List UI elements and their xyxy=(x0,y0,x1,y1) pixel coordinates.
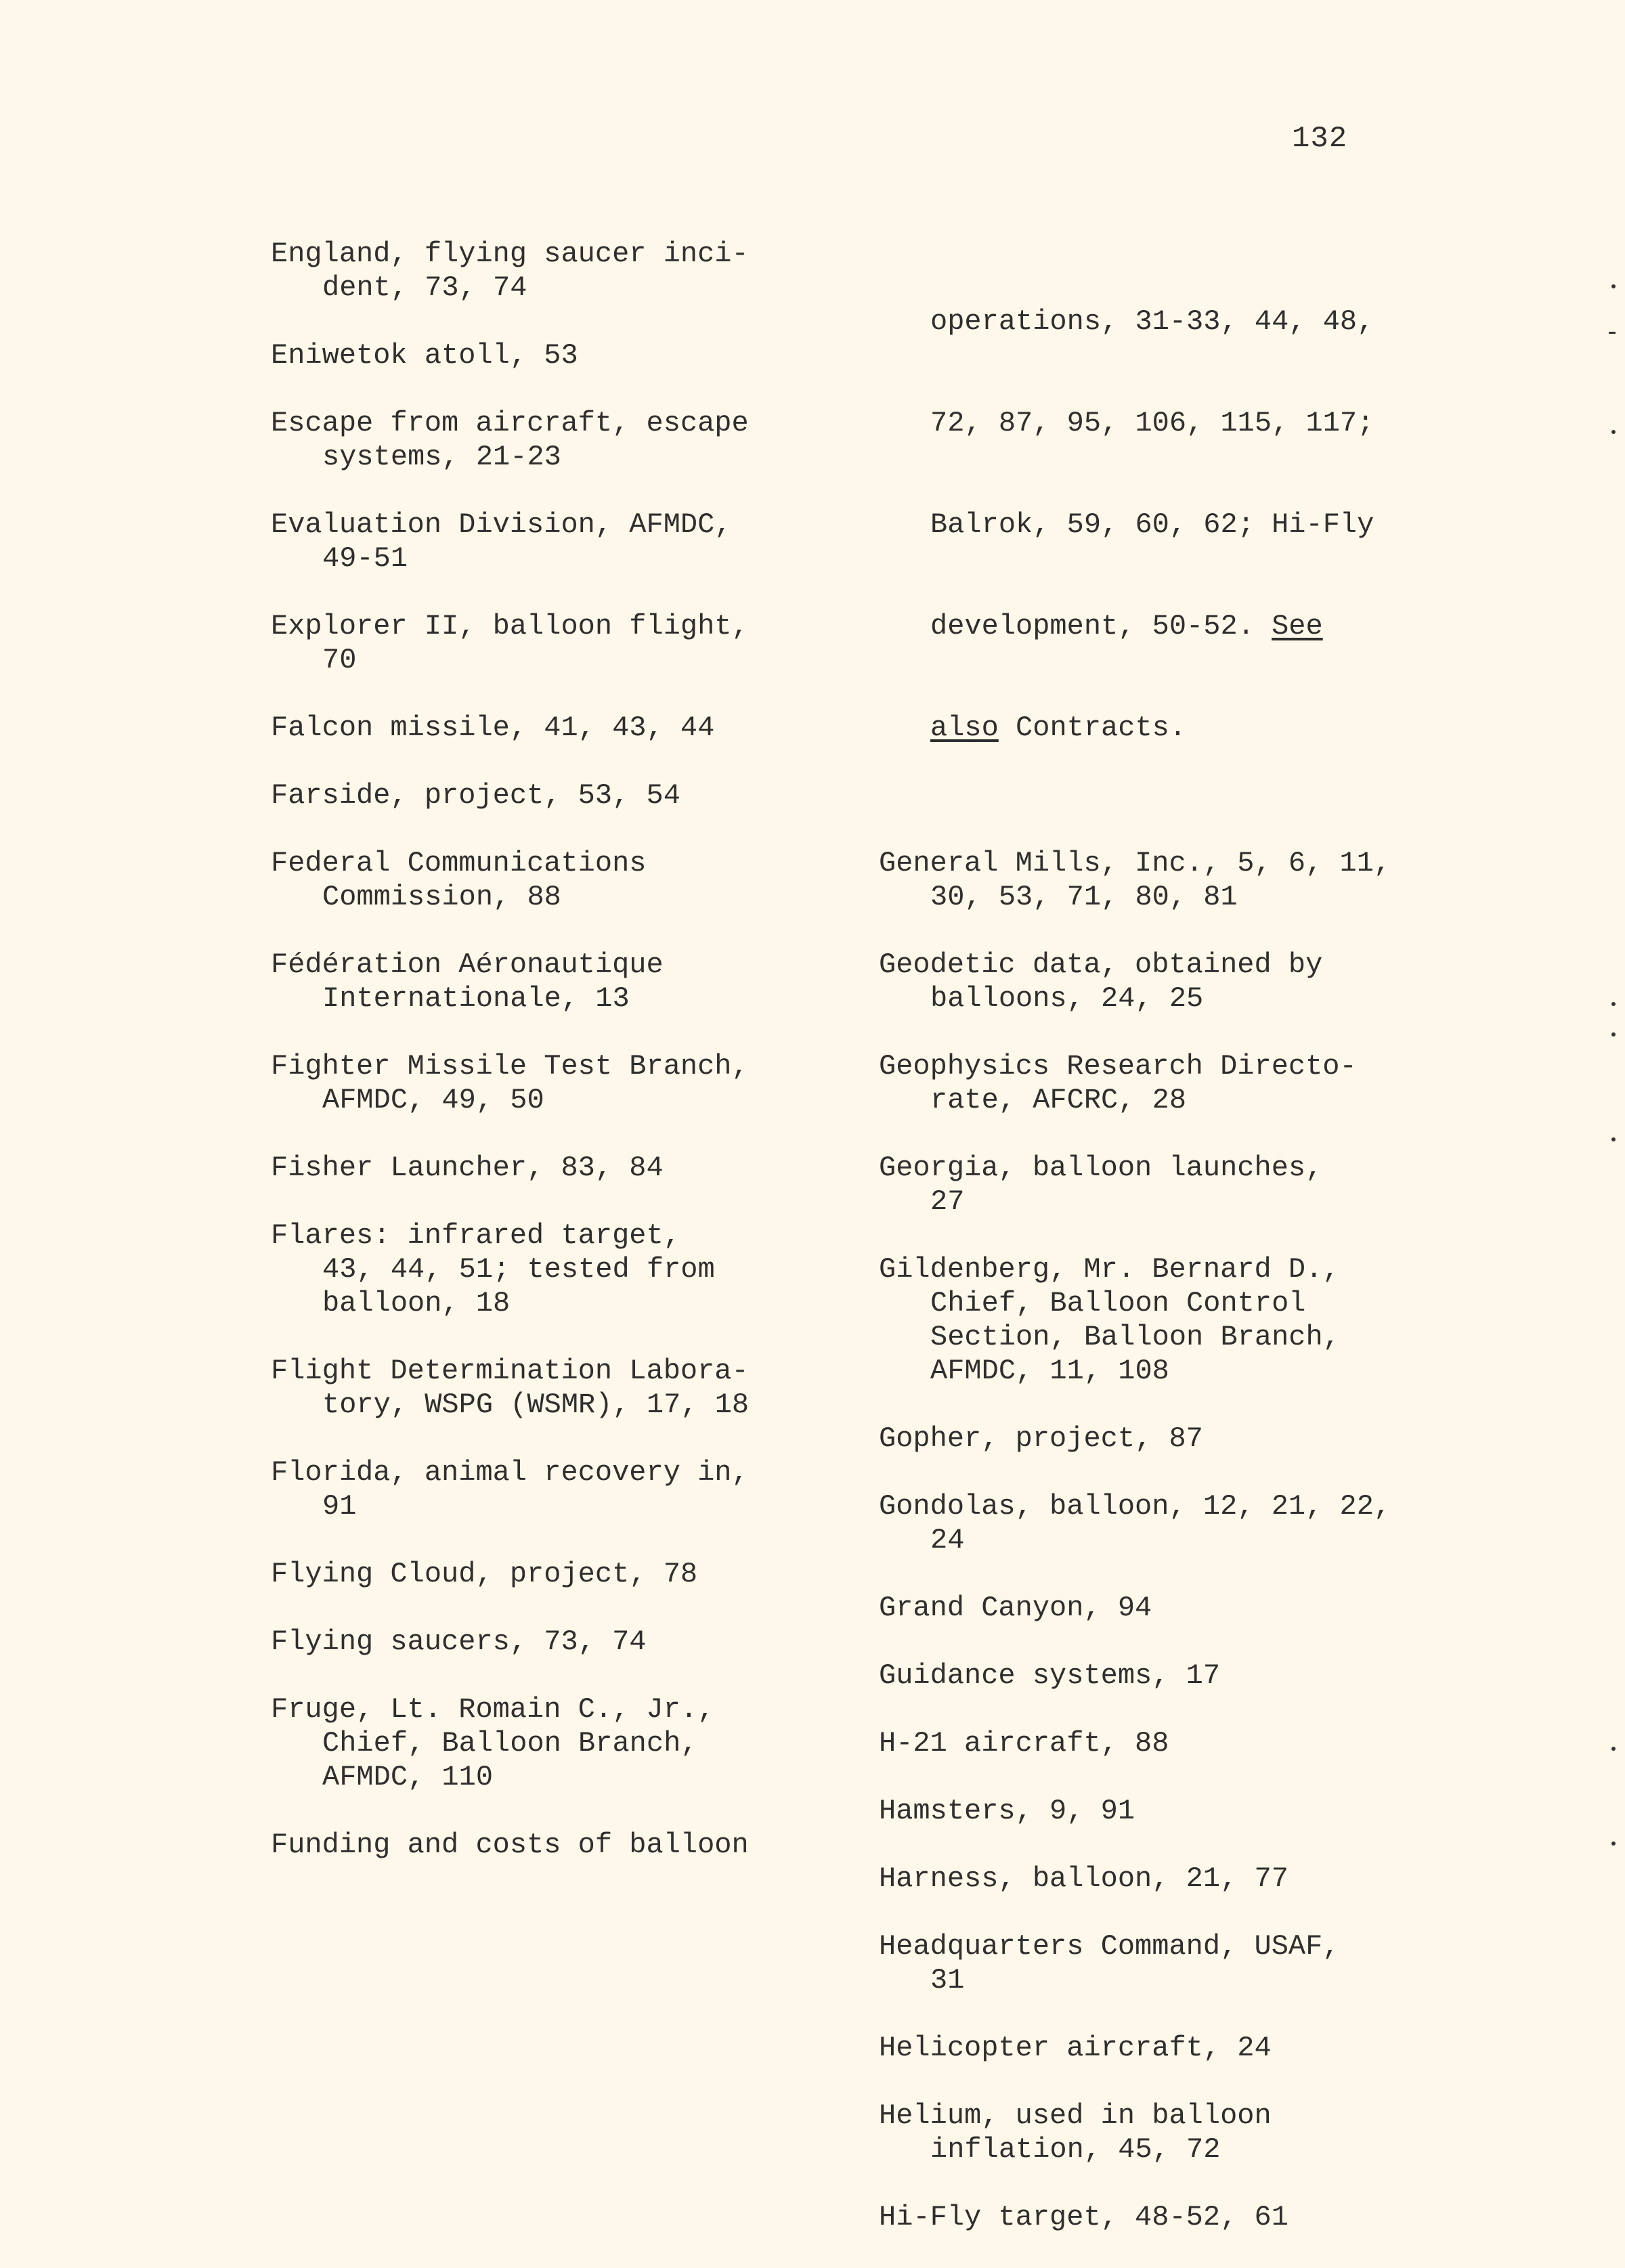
index-entry-line: 72, 87, 95, 106, 115, 117; xyxy=(930,407,1374,439)
index-entry-line: 91 xyxy=(322,1490,357,1523)
index-entry-line xyxy=(879,711,1434,745)
index-entry xyxy=(879,1726,1434,1760)
edge-mark xyxy=(1611,1747,1616,1751)
index-entry-line: Commission, 88 xyxy=(322,881,561,913)
index-entry-line xyxy=(879,609,1434,643)
index-entry-line: Fighter Missile Test Branch, xyxy=(271,1050,749,1083)
index-entry-line: Fédération Aéronautique xyxy=(271,948,664,981)
index-entry xyxy=(271,1557,826,1591)
edge-mark xyxy=(1611,1841,1616,1846)
index-entry-line: Flying Cloud, project, 78 xyxy=(271,1558,698,1590)
index-entry xyxy=(271,1219,826,1320)
see-reference: See xyxy=(1272,610,1323,642)
index-entry-line: General Mills, Inc., 5, 6, 11, xyxy=(879,847,1391,879)
index-entry-line: AFMDC, 49, 50 xyxy=(322,1084,544,1116)
index-entry-line: balloon, 18 xyxy=(322,1287,511,1320)
index-entry-line: Helium, used in balloon xyxy=(879,2099,1272,2132)
index-entry-line: Harness, balloon, 21, 77 xyxy=(879,1862,1288,1895)
edge-mark xyxy=(1611,1002,1616,1006)
index-entry xyxy=(879,2099,1434,2166)
index-entry xyxy=(271,237,826,305)
edge-mark xyxy=(1609,332,1616,334)
index-entry-line: AFMDC, 11, 108 xyxy=(930,1355,1169,1387)
index-entry xyxy=(271,948,826,1016)
index-entry-line: Evaluation Division, AFMDC, xyxy=(271,508,732,541)
index-entry-line: 30, 53, 71, 80, 81 xyxy=(930,881,1238,913)
index-entry xyxy=(271,846,826,914)
index-entry xyxy=(271,609,826,677)
index-entry xyxy=(879,1489,1434,1557)
index-entry-line: 27 xyxy=(930,1185,965,1218)
edge-mark xyxy=(1611,284,1616,288)
see-also-reference: also xyxy=(930,712,999,744)
index-entry-line: 24 xyxy=(930,1524,965,1556)
index-entry-line: Fruge, Lt. Romain C., Jr., xyxy=(271,1693,715,1726)
index-entry xyxy=(271,339,826,372)
index-entry-line: Escape from aircraft, escape xyxy=(271,407,749,439)
index-entry-line: systems, 21-23 xyxy=(322,441,561,473)
index-column-left xyxy=(271,237,826,1896)
index-entry-line: Section, Balloon Branch, xyxy=(930,1321,1340,1353)
index-entry xyxy=(879,1862,1434,1896)
index-entry-line: Flying saucers, 73, 74 xyxy=(271,1626,647,1658)
index-column-right xyxy=(879,237,1434,2268)
index-entry-line: Gopher, project, 87 xyxy=(879,1422,1203,1455)
index-entry-line: England, flying saucer inci- xyxy=(271,238,749,270)
index-entry xyxy=(879,1659,1434,1693)
index-entry xyxy=(271,1151,826,1185)
index-entry xyxy=(879,846,1434,914)
index-entry-line: balloons, 24, 25 xyxy=(930,982,1204,1015)
index-entry xyxy=(271,1693,826,1794)
index-entry-line: Falcon missile, 41, 43, 44 xyxy=(271,712,715,744)
index-entry xyxy=(879,1151,1434,1219)
index-entry-line: Explorer II, balloon flight, xyxy=(271,610,749,642)
index-entry xyxy=(879,1252,1434,1388)
index-entry-line: Helicopter aircraft, 24 xyxy=(879,2032,1272,2064)
index-entry xyxy=(879,1049,1434,1117)
index-entry-line: AFMDC, 110 xyxy=(322,1761,494,1793)
index-entry-line: Georgia, balloon launches, xyxy=(879,1152,1323,1184)
index-entry-line: Eniwetok atoll, 53 xyxy=(271,339,578,372)
index-entry-line: H-21 aircraft, 88 xyxy=(879,1727,1169,1760)
index-entry-line: Chief, Balloon Control xyxy=(930,1287,1306,1320)
index-entry xyxy=(879,948,1434,1016)
index-entry-line: Chief, Balloon Branch, xyxy=(322,1727,698,1760)
index-entry-line: Gildenberg, Mr. Bernard D., xyxy=(879,1253,1340,1286)
index-entry xyxy=(879,1929,1434,1997)
index-entry-line: Hi-Fly target, 48-52, 61 xyxy=(879,2201,1288,2233)
index-entry-line: Headquarters Command, USAF, xyxy=(879,1930,1340,1963)
index-entry xyxy=(879,1591,1434,1625)
index-entry-line: Federal Communications xyxy=(271,847,647,879)
index-entry-line: Farside, project, 53, 54 xyxy=(271,779,680,812)
index-entry-line: inflation, 45, 72 xyxy=(930,2133,1221,2166)
index-entry-line-text: Contracts. xyxy=(998,712,1187,744)
index-entry-continuation xyxy=(879,237,1434,812)
index-entry-line: Gondolas, balloon, 12, 21, 22, xyxy=(879,1490,1391,1523)
index-entry xyxy=(271,1625,826,1659)
index-entry xyxy=(879,1794,1434,1828)
index-entry xyxy=(271,406,826,474)
index-entry-line: Fisher Launcher, 83, 84 xyxy=(271,1152,664,1184)
index-entry-line: rate, AFCRC, 28 xyxy=(930,1084,1187,1116)
index-entry xyxy=(879,2200,1434,2234)
index-entry xyxy=(271,508,826,575)
index-entry-line: 31 xyxy=(930,1964,965,1997)
index-entry-line: Flight Determination Labora- xyxy=(271,1355,749,1387)
index-entry-line: Geophysics Research Directo- xyxy=(879,1050,1357,1083)
index-entry-line: Balrok, 59, 60, 62; Hi-Fly xyxy=(930,508,1374,541)
index-entry xyxy=(271,779,826,812)
index-entry xyxy=(879,1422,1434,1456)
index-entry xyxy=(271,711,826,745)
index-entry-line: 49-51 xyxy=(322,542,408,575)
index-entry-line: dent, 73, 74 xyxy=(322,271,527,304)
edge-mark xyxy=(1611,1137,1616,1141)
index-entry-line: Grand Canyon, 94 xyxy=(879,1592,1152,1624)
index-entry-line: Hamsters, 9, 91 xyxy=(879,1795,1135,1827)
index-entry xyxy=(271,1828,826,1862)
index-entry-line: Geodetic data, obtained by xyxy=(879,948,1323,981)
index-entry-line: operations, 31-33, 44, 48, xyxy=(930,305,1374,338)
index-entry-line: Funding and costs of balloon xyxy=(271,1829,749,1861)
index-entry xyxy=(271,1049,826,1117)
index-entry-line: Florida, animal recovery in, xyxy=(271,1456,749,1489)
index-entry-line: Guidance systems, 17 xyxy=(879,1659,1221,1692)
index-entry-line: 43, 44, 51; tested from xyxy=(322,1253,715,1286)
index-entry xyxy=(879,2031,1434,2065)
index-entry-line-text: development, 50-52. xyxy=(930,610,1272,642)
index-entry-line: Internationale, 13 xyxy=(322,982,630,1015)
index-entry-line: 70 xyxy=(322,644,357,676)
index-entry-line: Flares: infrared target, xyxy=(271,1219,680,1252)
edge-mark xyxy=(1611,1032,1616,1037)
page-number: 132 xyxy=(1292,122,1348,156)
index-entry xyxy=(271,1456,826,1523)
index-entry xyxy=(271,1354,826,1422)
index-entry-line: tory, WSPG (WSMR), 17, 18 xyxy=(322,1389,750,1421)
edge-mark xyxy=(1611,430,1616,434)
